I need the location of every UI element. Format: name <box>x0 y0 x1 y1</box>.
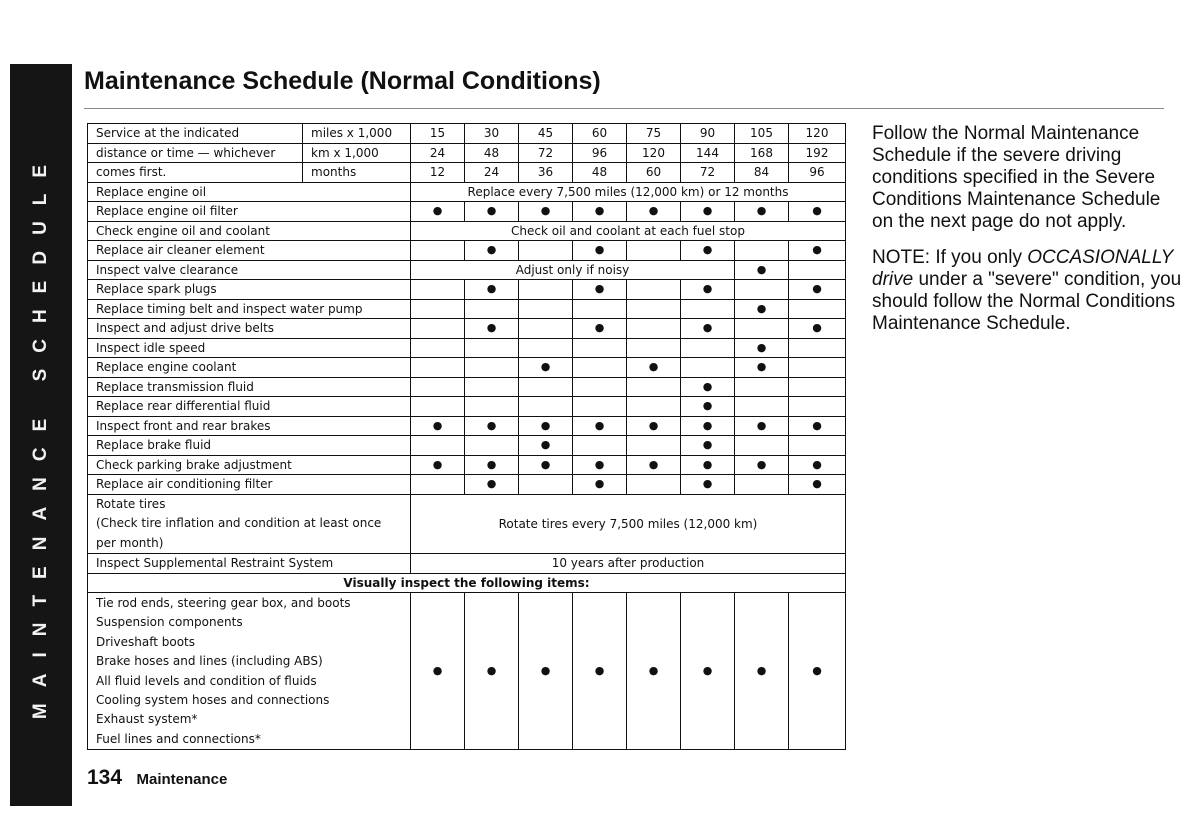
interval-value: 144 <box>681 143 735 163</box>
interval-mark: ● <box>789 416 846 436</box>
interval-mark: ● <box>627 358 681 378</box>
interval-value: 24 <box>411 143 465 163</box>
header-row <box>88 163 846 183</box>
interval-mark: ● <box>681 377 735 397</box>
interval-mark: ● <box>789 241 846 261</box>
unit-label: km x 1,000 <box>303 143 411 163</box>
interval-mark: ● <box>681 475 735 495</box>
visual-inspect-item: Tie rod ends, steering gear box, and boots <box>96 596 351 610</box>
service-row <box>88 377 846 397</box>
service-item-label: Check parking brake adjustment <box>88 455 411 475</box>
interval-mark <box>519 397 573 417</box>
note-prefix: NOTE: If you only <box>872 247 1028 268</box>
interval-mark <box>573 436 627 456</box>
interval-value: 36 <box>519 163 573 183</box>
visual-inspect-item: Driveshaft boots <box>96 634 195 649</box>
interval-mark: ● <box>465 202 519 222</box>
service-item-label: Replace brake fluid <box>88 436 411 456</box>
interval-note: Replace every 7,500 miles (12,000 km) or 12 months <box>411 182 846 202</box>
interval-value: 15 <box>411 124 465 144</box>
interval-mark <box>627 475 681 495</box>
interval-mark <box>627 377 681 397</box>
interval-mark <box>735 436 789 456</box>
visual-inspect-row <box>88 593 846 750</box>
interval-mark: ● <box>789 475 846 495</box>
interval-mark <box>627 280 681 300</box>
interval-mark <box>411 436 465 456</box>
side-tab-label: MAINTENANCE SCHEDULE <box>30 148 51 720</box>
service-item-label: Check engine oil and coolant <box>88 221 411 241</box>
interval-mark <box>465 338 519 358</box>
interval-mark <box>411 241 465 261</box>
interval-value: 48 <box>465 143 519 163</box>
interval-mark <box>465 397 519 417</box>
interval-mark: ● <box>411 202 465 222</box>
interval-mark: ● <box>735 260 789 280</box>
interval-mark <box>411 475 465 495</box>
interval-mark: ● <box>789 593 846 750</box>
interval-mark <box>411 358 465 378</box>
interval-mark: ● <box>627 202 681 222</box>
interval-mark: ● <box>573 475 627 495</box>
service-label-line: Service at the indicated <box>88 124 303 144</box>
visual-inspect-item: Brake hoses and lines (including ABS) <box>96 654 323 669</box>
visual-inspect-item: Suspension components <box>96 615 243 630</box>
service-item-label: Inspect and adjust drive belts <box>88 319 411 339</box>
interval-mark <box>789 260 846 280</box>
interval-mark <box>789 358 846 378</box>
interval-mark: ● <box>735 358 789 378</box>
interval-value: 75 <box>627 124 681 144</box>
interval-value: 12 <box>411 163 465 183</box>
interval-mark: ● <box>789 319 846 339</box>
interval-mark <box>519 241 573 261</box>
service-row <box>88 280 846 300</box>
service-item-label: Replace engine coolant <box>88 358 411 378</box>
interval-mark: ● <box>465 280 519 300</box>
interval-mark <box>411 338 465 358</box>
interval-mark: ● <box>411 593 465 750</box>
service-row <box>88 319 846 339</box>
service-item-label: Inspect front and rear brakes <box>88 416 411 436</box>
service-item-label: Replace air cleaner element <box>88 241 411 261</box>
rotate-tires-note: Rotate tires every 7,500 miles (12,000 km) <box>411 494 846 554</box>
service-row <box>88 416 846 436</box>
interval-mark: ● <box>681 455 735 475</box>
interval-mark: ● <box>519 202 573 222</box>
interval-value: 60 <box>627 163 681 183</box>
service-row <box>88 397 846 417</box>
header-row <box>88 143 846 163</box>
interval-mark: ● <box>735 202 789 222</box>
interval-mark <box>411 280 465 300</box>
interval-mark: ● <box>627 455 681 475</box>
interval-mark: ● <box>627 593 681 750</box>
interval-value: 72 <box>681 163 735 183</box>
page-title: Maintenance Schedule (Normal Conditions) <box>84 67 601 95</box>
interval-mark: ● <box>789 455 846 475</box>
interval-mark: ● <box>735 338 789 358</box>
interval-value: 96 <box>789 163 846 183</box>
interval-value: 60 <box>573 124 627 144</box>
interval-mark <box>519 299 573 319</box>
interval-mark: ● <box>681 593 735 750</box>
interval-value: 120 <box>627 143 681 163</box>
interval-mark: ● <box>465 319 519 339</box>
interval-mark <box>735 377 789 397</box>
interval-mark <box>789 377 846 397</box>
interval-mark: ● <box>573 202 627 222</box>
interval-mark: ● <box>681 436 735 456</box>
interval-mark: ● <box>735 455 789 475</box>
section-name: Maintenance <box>136 771 228 788</box>
interval-mark <box>627 299 681 319</box>
service-row <box>88 436 846 456</box>
maintenance-table <box>87 123 846 750</box>
interval-mark <box>735 319 789 339</box>
interval-mark: ● <box>465 455 519 475</box>
interval-mark: ● <box>681 416 735 436</box>
interval-value: 90 <box>681 124 735 144</box>
service-item-label: Inspect valve clearance <box>88 260 411 280</box>
service-item-label: Replace engine oil <box>88 182 411 202</box>
interval-mark <box>735 397 789 417</box>
service-row <box>88 299 846 319</box>
interval-mark <box>735 475 789 495</box>
interval-mark: ● <box>573 416 627 436</box>
interval-mark <box>411 377 465 397</box>
notes-paragraph: Follow the Normal Maintenance Schedule if the severe driving conditions specified in the Severe Conditions Maintenance Schedule on the next page do not apply. <box>872 123 1161 232</box>
interval-mark: ● <box>411 455 465 475</box>
interval-mark <box>789 299 846 319</box>
interval-note: Check oil and coolant at each fuel stop <box>411 221 846 241</box>
srs-note: 10 years after production <box>411 554 846 574</box>
interval-mark <box>681 358 735 378</box>
interval-mark: ● <box>465 241 519 261</box>
service-row <box>88 202 846 222</box>
interval-mark <box>411 319 465 339</box>
page-footer <box>87 766 227 790</box>
service-item-label: Replace air conditioning filter <box>88 475 411 495</box>
visual-inspect-items <box>88 593 411 750</box>
interval-mark: ● <box>735 299 789 319</box>
interval-mark <box>573 358 627 378</box>
interval-mark <box>519 377 573 397</box>
interval-mark <box>519 338 573 358</box>
interval-value: 105 <box>735 124 789 144</box>
rotate-tires-line: (Check tire inflation and condition at least once <box>96 516 382 530</box>
interval-mark: ● <box>789 202 846 222</box>
interval-mark <box>789 397 846 417</box>
page-number: 134 <box>87 766 123 789</box>
service-row <box>88 260 846 280</box>
interval-mark: ● <box>465 593 519 750</box>
interval-mark: ● <box>573 241 627 261</box>
interval-mark: ● <box>735 593 789 750</box>
header-row <box>88 124 846 144</box>
interval-mark <box>789 338 846 358</box>
interval-mark <box>465 436 519 456</box>
interval-value: 45 <box>519 124 573 144</box>
notes-panel <box>872 123 1182 349</box>
rotate-tires-line: Rotate tires <box>96 496 166 511</box>
interval-value: 96 <box>573 143 627 163</box>
interval-value: 84 <box>735 163 789 183</box>
rotate-tires-label <box>88 494 411 554</box>
interval-value: 120 <box>789 124 846 144</box>
interval-mark <box>627 241 681 261</box>
interval-value: 72 <box>519 143 573 163</box>
visual-inspect-item: Exhaust system* <box>96 712 198 727</box>
service-label-line: distance or time — whichever <box>88 143 303 163</box>
interval-mark: ● <box>681 319 735 339</box>
unit-label: miles x 1,000 <box>303 124 411 144</box>
interval-mark: ● <box>519 455 573 475</box>
interval-mark: ● <box>573 593 627 750</box>
interval-mark: ● <box>681 280 735 300</box>
interval-mark <box>519 319 573 339</box>
title-rule <box>84 108 1164 109</box>
interval-mark: ● <box>681 397 735 417</box>
interval-value: 192 <box>789 143 846 163</box>
interval-mark <box>411 397 465 417</box>
interval-mark <box>519 475 573 495</box>
service-item-label: Replace timing belt and inspect water pump <box>88 299 411 319</box>
service-row <box>88 475 846 495</box>
interval-mark: ● <box>681 241 735 261</box>
interval-mark: ● <box>789 280 846 300</box>
interval-mark <box>735 280 789 300</box>
interval-mark: ● <box>519 416 573 436</box>
interval-mark <box>573 299 627 319</box>
service-row <box>88 182 846 202</box>
service-row <box>88 358 846 378</box>
interval-value: 24 <box>465 163 519 183</box>
service-item-label: Replace spark plugs <box>88 280 411 300</box>
interval-mark: ● <box>573 455 627 475</box>
interval-mark <box>573 338 627 358</box>
interval-mark <box>627 319 681 339</box>
interval-mark <box>411 299 465 319</box>
service-row <box>88 241 846 261</box>
note-emphasis: OCCASIONALLY drive <box>872 247 1173 290</box>
interval-value: 48 <box>573 163 627 183</box>
notes-note <box>872 247 1182 335</box>
interval-mark: ● <box>681 202 735 222</box>
interval-mark <box>573 377 627 397</box>
interval-mark <box>465 377 519 397</box>
service-item-label: Replace engine oil filter <box>88 202 411 222</box>
rotate-tires-line: per month) <box>96 535 164 550</box>
service-row <box>88 338 846 358</box>
interval-mark <box>627 397 681 417</box>
interval-mark: ● <box>573 319 627 339</box>
interval-mark <box>681 299 735 319</box>
service-item-label: Replace rear differential fluid <box>88 397 411 417</box>
interval-value: 30 <box>465 124 519 144</box>
interval-mark: ● <box>735 416 789 436</box>
interval-mark: ● <box>465 416 519 436</box>
interval-mark <box>681 338 735 358</box>
interval-mark <box>627 338 681 358</box>
note-suffix: under a "severe" condition, you should follow the Normal Conditions Maintenance Schedule. <box>872 269 1182 334</box>
interval-mark: ● <box>519 593 573 750</box>
srs-label: Inspect Supplemental Restraint System <box>88 554 411 574</box>
service-label-line: comes first. <box>88 163 303 183</box>
interval-mark <box>519 280 573 300</box>
visual-inspect-heading: Visually inspect the following items: <box>88 573 846 593</box>
service-row <box>88 455 846 475</box>
interval-mark <box>465 358 519 378</box>
visual-inspect-item: All fluid levels and condition of fluids <box>96 673 317 688</box>
srs-row <box>88 554 846 574</box>
interval-mark <box>465 299 519 319</box>
visual-inspect-item: Fuel lines and connections* <box>96 731 261 746</box>
interval-mark <box>789 436 846 456</box>
visual-inspect-item: Cooling system hoses and connections <box>96 693 330 708</box>
interval-mark: ● <box>465 475 519 495</box>
interval-mark: ● <box>519 436 573 456</box>
interval-mark <box>573 397 627 417</box>
interval-mark: ● <box>519 358 573 378</box>
interval-mark <box>735 241 789 261</box>
rotate-tires-row <box>88 494 846 554</box>
interval-mark: ● <box>411 416 465 436</box>
unit-label: months <box>303 163 411 183</box>
interval-note: Adjust only if noisy <box>411 260 735 280</box>
interval-mark: ● <box>573 280 627 300</box>
visual-inspect-heading-row <box>88 573 846 593</box>
service-item-label: Replace transmission fluid <box>88 377 411 397</box>
interval-value: 168 <box>735 143 789 163</box>
service-item-label: Inspect idle speed <box>88 338 411 358</box>
service-row <box>88 221 846 241</box>
interval-mark <box>627 436 681 456</box>
interval-mark: ● <box>627 416 681 436</box>
